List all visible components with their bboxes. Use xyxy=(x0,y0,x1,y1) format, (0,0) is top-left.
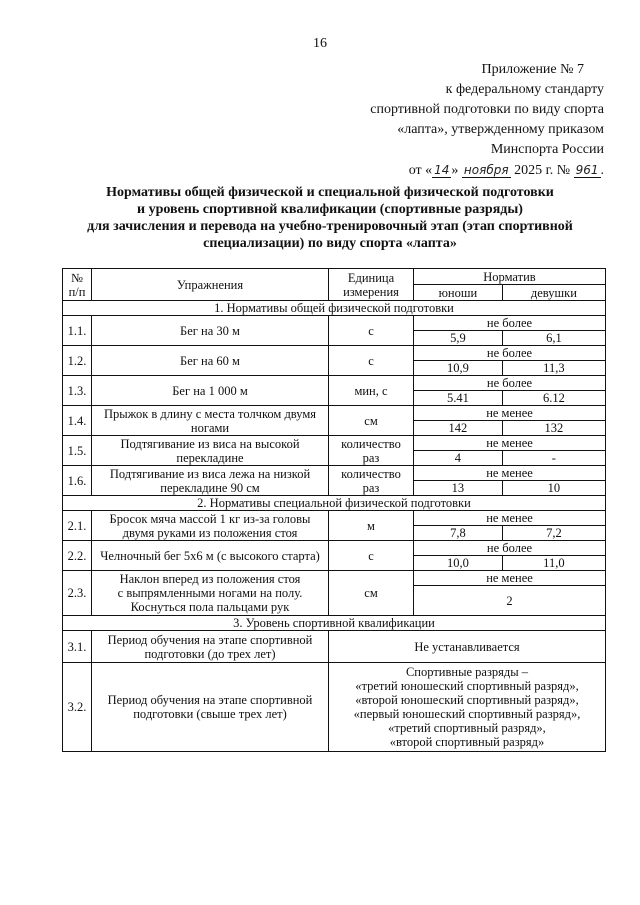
page-number: 16 xyxy=(313,36,327,51)
appendix-line: Минспорта России xyxy=(490,142,604,157)
handwritten-day: 14 xyxy=(434,163,450,177)
table-header-row xyxy=(63,269,606,285)
table-row: 1.3. Бег на 1 000 м мин, с не более xyxy=(63,376,606,391)
table-row: 2.1. Бросок мяча массой 1 кг из-за головы двумя руками из положения стоя м не менее xyxy=(63,511,606,526)
section-row: 1. Нормативы общей физической подготовки xyxy=(63,301,606,316)
table-row: 2.2. Челночный бег 5х6 м (с высокого старта) с не более xyxy=(63,541,606,556)
appendix-line: «лапта», утвержденному приказом xyxy=(397,122,604,137)
order-date: от « 14 » ноября 2025 г. № 961 . xyxy=(408,163,604,178)
table-row: 1.6. Подтягивание из виса лежа на низкой перекладине 90 см количество раз не менее xyxy=(63,466,606,481)
header-num: № п/п xyxy=(63,269,92,301)
table-row: 2.3. Наклон вперед из положения стоя с выпрямленными ногами на полу. Коснуться пола пальцами рук см не менее xyxy=(63,571,606,586)
handwritten-number: 961 xyxy=(575,163,599,177)
header-girls: девушки xyxy=(502,285,605,301)
header-unit: Единица измерения xyxy=(329,269,414,301)
appendix-header xyxy=(304,60,604,181)
document-title: Нормативы общей физической и специальной физической подготовки и уровень спортивной квалификации (спортивные разряды) для зачисления и перевода на учебно-тренировочный этап (этап спортивной специализации) по виду спорта «лапта» xyxy=(87,185,573,251)
table-row: 3.1. Период обучения на этапе спортивной подготовки (до трех лет) Не устанавливается xyxy=(63,631,606,663)
appendix-line: спортивной подготовки по виду спорта xyxy=(370,102,604,117)
section-row: 3. Уровень спортивной квалификации xyxy=(63,616,606,631)
norms-table: № п/п Упражнения Единица измерения Норматив юноши девушки 1. Нормативы общей физической подготовки 1.1. Бег на 30 м с не более 5,9 6,1 1.2. Бег на 60 м с не более 10,9 11,3 1.3. Бег на 1 000 м мин, с не более 5.41 6.12 1.4. Прыжок в длину с места толчком двумя ногами см не менее 142 132 1.5. Подтягивание из виса на высокой перекладине количество раз не менее 4 - 1.6. Подтягивание из виса лежа на низкой перекладине 90 см количество раз не менее 13 10 2. Нормативы специальной физической подготовки 2.1. Бросок мяча массой 1 кг из-за головы двумя руками из положения стоя м не менее 7,8 7,2 2.2. Челночный бег 5х6 м (с высокого старта) с не более 10,0 11,0 2.3. Наклон вперед из положения стоя с выпрямленными ногами на полу. Коснуться пола пальцами рук см не менее 2 3. Уровень спортивной квалификации 3.1. Период обучения на этапе спортивной подготовки (до трех лет) Не устанавливается 3.2. Период обучения на этапе спортивной подготовки (свыше трех лет) Спортивные разряды – «третий юношеский спортивный разряд», «второй юношеский спортивный разряд», «первый юношеский спортивный разряд», «третий спортивный разряд», «второй спортивный разряд» xyxy=(62,268,606,752)
appendix-line: Приложение № 7 xyxy=(481,62,584,77)
header-boys: юноши xyxy=(414,285,503,301)
table-row: 1.1. Бег на 30 м с не более xyxy=(63,316,606,331)
table-row: 1.5. Подтягивание из виса на высокой перекладине количество раз не менее xyxy=(63,436,606,451)
section-row: 2. Нормативы специальной физической подготовки xyxy=(63,496,606,511)
table-row: 3.2. Период обучения на этапе спортивной подготовки (свыше трех лет) Спортивные разряды – «третий юношеский спортивный разряд», «второй юношеский спортивный разряд», «первый юношеский спортивный разряд», «третий спортивный разряд», «второй спортивный разряд» xyxy=(63,663,606,752)
appendix-line: к федеральному стандарту xyxy=(445,82,604,97)
table-row: 1.4. Прыжок в длину с места толчком двумя ногами см не менее xyxy=(63,406,606,421)
table-row: 1.2. Бег на 60 м с не более xyxy=(63,346,606,361)
header-exercise: Упражнения xyxy=(92,269,329,301)
header-norm: Норматив xyxy=(414,269,606,285)
handwritten-month: ноября xyxy=(463,163,509,177)
